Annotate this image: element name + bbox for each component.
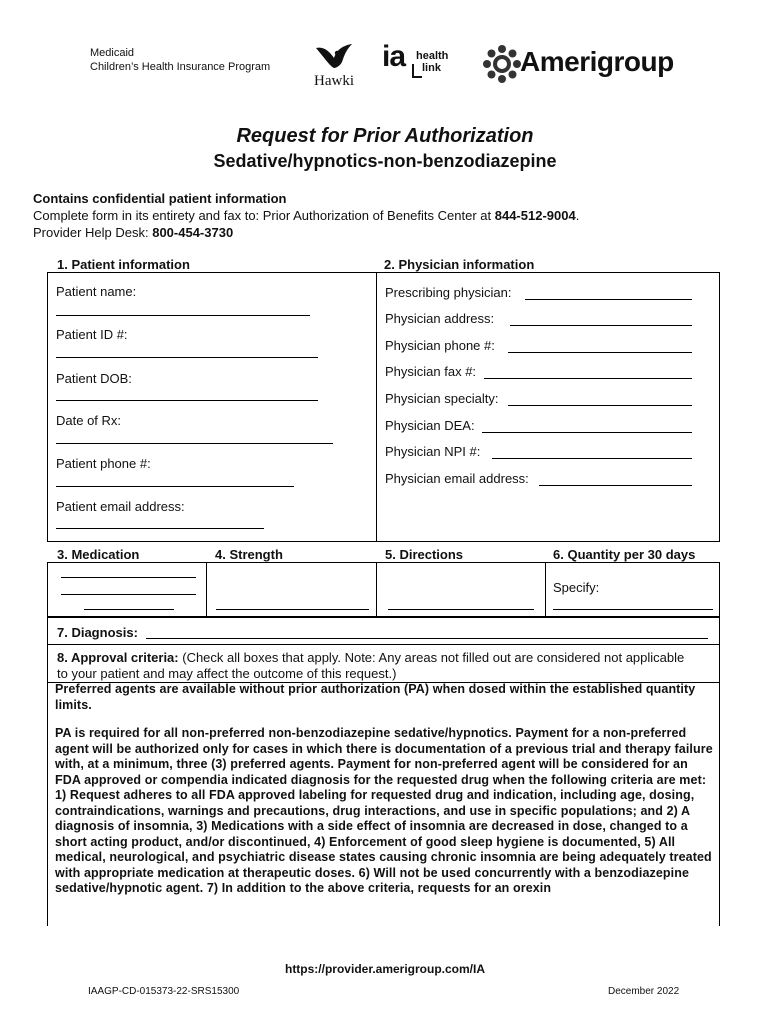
directions-heading: 5. Directions [385, 547, 464, 562]
amerigroup-sun-icon [482, 44, 522, 84]
prescribing-physician-label: Prescribing physician: [385, 285, 512, 300]
ia-wordmark: ia [382, 40, 406, 73]
form-title: Request for Prior Authorization [236, 125, 534, 147]
approval-criteria-text [55, 682, 715, 910]
physician-email-field[interactable] [539, 485, 692, 486]
patient-email-label: Patient email address: [56, 499, 185, 514]
program-line-2: Children’s Health Insurance Program [90, 61, 271, 73]
diagnosis-field[interactable] [146, 638, 708, 639]
help-desk-number: 800-454-3730 [152, 225, 234, 240]
patient-info-heading: 1. Patient information [57, 257, 190, 272]
patient-name-field[interactable] [56, 315, 310, 316]
criteria-paragraph-2: PA is required for all non-preferred non-benzodiazepine sedative/hypnotics. Payment for a non-preferred agent will be authorized only for cases in which there is documentation of a previous trial and therapy failure with, at a minimum, three (3) preferred agents. Payment for non-preferred agent will be considered for an FDA approved or compendia indicated diagnosis for the requested drug when the following criteria are met: 1) Request adheres to all FDA approved labeling for requested drug and indication, including age, dosing, contraindications, warnings and precautions, drug interactions, and use in specific populations; and 2) A diagnosis of insomnia, 3) Medications with a side effect of insomnia are decreased in dose, changed to a short acting product, and/or discontinued, 4) Enforcement of good sleep hygiene is documented, 5) All medical, neurological, and psychiatric disease states causing chronic insomnia are being adequately treated with appropriate medication at therapeutic doses. 6) Will not be used concurrently with a benzodiazepine sedative/hypnotic agent. 7) In addition to the above criteria, requests for an orexin [55, 726, 713, 895]
patient-physician-divider [376, 272, 377, 542]
physician-dea-field[interactable] [482, 432, 692, 433]
patient-name-label: Patient name: [56, 284, 137, 299]
physician-phone-field[interactable] [508, 352, 692, 353]
directions-field[interactable] [388, 609, 534, 610]
criteria-paragraph-1: Preferred agents are available without prior authorization (PA) when dosed within the established quantity limits. [55, 682, 696, 712]
ia-health-wordmark: health [416, 50, 449, 62]
diagnosis-label: 7. Diagnosis: [57, 625, 138, 640]
strength-field[interactable] [216, 609, 369, 610]
physician-address-label: Physician address: [385, 311, 495, 326]
hawki-bird-icon [312, 42, 360, 72]
physician-email-label: Physician email address: [385, 471, 529, 486]
footer-date: December 2022 [608, 986, 680, 997]
fax-instructions: Complete form in its entirety and fax to: Prior Authorization of Benefits Center at 844-512-9004. [33, 208, 580, 223]
patient-phone-field[interactable] [56, 486, 294, 487]
amerigroup-wordmark: Amerigroup [520, 46, 674, 77]
physician-specialty-field[interactable] [508, 405, 692, 406]
medication-field-line-1[interactable] [61, 577, 196, 578]
physician-fax-label: Physician fax #: [385, 364, 477, 379]
program-name [90, 46, 270, 74]
physician-specialty-label: Physician specialty: [385, 391, 499, 406]
physician-address-field[interactable] [510, 325, 692, 326]
intro-block [33, 190, 579, 241]
quantity-specify-label: Specify: [553, 580, 600, 595]
confidential-notice: Contains confidential patient information [33, 191, 287, 206]
medication-field-line-3[interactable] [84, 609, 174, 610]
approval-criteria-intro [57, 650, 697, 682]
patient-phone-label: Patient phone #: [56, 456, 151, 471]
help-desk: Provider Help Desk: 800-454-3730 [33, 225, 234, 240]
physician-info-heading: 2. Physician information [384, 257, 535, 272]
physician-phone-label: Physician phone #: [385, 338, 495, 353]
physician-dea-label: Physician DEA: [385, 418, 475, 433]
hawki-wordmark: Hawki [314, 73, 354, 89]
footer-url: https://provider.amerigroup.com/IA [284, 962, 486, 976]
approval-criteria-label: 8. Approval criteria: [57, 650, 179, 665]
patient-email-field[interactable] [56, 528, 264, 529]
prescribing-physician-field[interactable] [525, 299, 692, 300]
medication-field-line-2[interactable] [61, 594, 196, 595]
medication-heading: 3. Medication [57, 547, 140, 562]
quantity-heading: 6. Quantity per 30 days [553, 547, 696, 562]
medication-divider-2 [376, 562, 377, 617]
approval-criteria-note: (Check all boxes that apply. Note: Any areas not filled out are considered not applicable to your patient and may affect the outcome of this request.) [57, 650, 685, 681]
patient-id-field[interactable] [56, 357, 318, 358]
physician-npi-field[interactable] [492, 458, 692, 459]
fax-number: 844-512-9004 [494, 208, 576, 223]
medication-divider-3 [545, 562, 546, 617]
ia-health-link-logo [382, 40, 462, 80]
ia-link-decoration [412, 64, 422, 78]
patient-dob-label: Patient DOB: [56, 371, 132, 386]
date-of-rx-field[interactable] [56, 443, 333, 444]
diagnosis-box [47, 617, 720, 645]
physician-fax-field[interactable] [484, 378, 692, 379]
patient-dob-field[interactable] [56, 400, 318, 401]
date-of-rx-label: Date of Rx: [56, 413, 122, 428]
strength-heading: 4. Strength [215, 547, 283, 562]
physician-npi-label: Physician NPI #: [385, 444, 481, 459]
medication-divider-1 [206, 562, 207, 617]
amerigroup-logo [482, 44, 692, 84]
hawki-logo [312, 42, 360, 89]
form-subtitle: Sedative/hypnotics-non-benzodiazepine [213, 151, 557, 171]
patient-id-label: Patient ID #: [56, 327, 128, 342]
footer-form-code: IAAGP-CD-015373-22-SRS15300 [88, 986, 240, 997]
program-line-1: Medicaid [90, 47, 135, 59]
ia-link-wordmark: link [422, 62, 441, 74]
quantity-field[interactable] [553, 609, 713, 610]
